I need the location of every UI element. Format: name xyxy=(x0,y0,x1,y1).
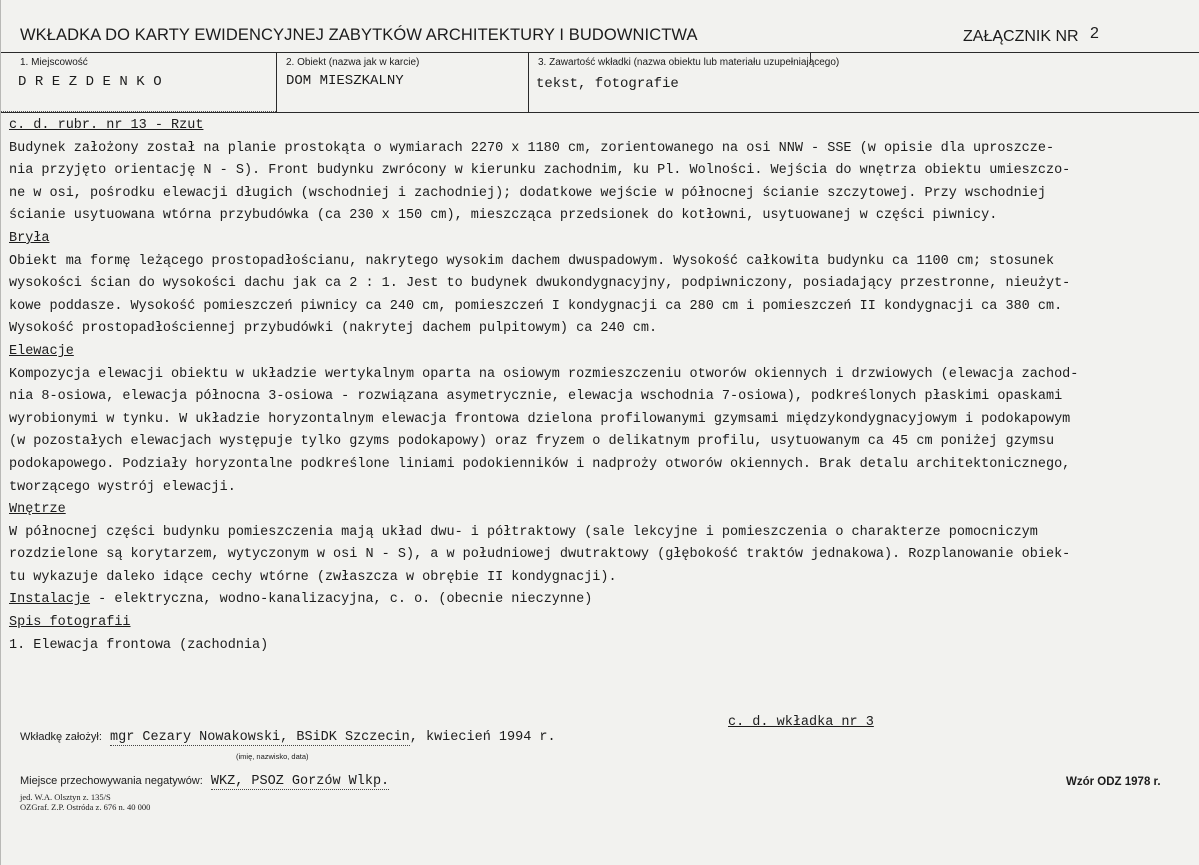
author-date: , kwiecień 1994 r. xyxy=(409,730,556,745)
location-underline xyxy=(0,111,276,112)
text-line: Wysokość prostopadłościennej przybudówki (nakrytej dachem pulpitowym) ca 240 cm. xyxy=(9,321,658,337)
author-value: mgr Cezary Nowakowski, BSiDK Szczecin xyxy=(110,730,410,745)
storage-label: Miejsce przechowywania negatywów: xyxy=(20,775,203,787)
form-header xyxy=(0,18,1199,53)
instalacje-line xyxy=(9,589,1193,612)
annex-label: ZAŁĄCZNIK NR xyxy=(963,28,1079,45)
text-line: rozdzielone są korytarzem, wytyczonym w osi N - S), a w południowej dwutraktowy (głębokość traktów jednakowa). Rozplanowanie obiek- xyxy=(9,547,1071,563)
text-line: ne w osi, pośrodku elewacji długich (wschodniej i zachodniej); dodatkowe wejście w północnej ścianie szczytowej. Przy wschodniej xyxy=(9,185,1046,201)
content-field xyxy=(530,53,1199,112)
section-heading-elewacje: Elewacje xyxy=(9,343,74,359)
section-heading-rzut: c. d. rubr. nr 13 - Rzut xyxy=(9,118,204,133)
text-line: W północnej części budynku pomieszczenia mają układ dwu- i półtraktowy (sale lekcyjne i pomieszczenia o charakterze pomocniczym xyxy=(9,524,1038,540)
text-line: ścianie usytuowana wtórna przybudówka (ca 230 x 150 cm), mieszcząca przedsionek do kotłowni, usytuowanej w części piwnicy. xyxy=(9,208,998,224)
text-line: Obiekt ma formę leżącego prostopadłościanu, nakrytego wysokim dachem dwuspadowym. Wysokość całkowita budynku ca 1100 cm; stosunek xyxy=(9,253,1055,269)
document-body xyxy=(9,115,1193,657)
text-line: tu wykazuje daleko idące cechy wtórne (zwłaszcza w obrębie II kondygnacji). xyxy=(9,569,617,585)
object-field xyxy=(278,53,529,112)
location-label: 1. Miejscowość xyxy=(20,57,88,68)
print-line: OZGraf. Z.P. Ostróda z. 676 n. 40 000 xyxy=(20,802,151,812)
section-heading-instalacje: Instalacje xyxy=(9,592,91,608)
instalacje-text: - elektryczna, wodno-kanalizacyjna, c. o. (obecnie nieczynne) xyxy=(90,592,593,608)
section-heading-photos: Spis fotografii xyxy=(9,615,131,631)
text-line: podokapowego. Podziały horyzontalne podkreślone liniami podokienników i nadproży otworów okiennych. Brak detalu architektonicznego, xyxy=(9,456,1071,472)
section-heading-wnetrze: Wnętrze xyxy=(9,502,66,518)
location-value: DREZDENKO xyxy=(18,74,171,90)
content-value: tekst, fotografie xyxy=(536,76,679,92)
text-line: (w pozostałych elewacjach występuje tylko gzyms podokapowy) oraz fryzem o delikatnym profilu, usytuowanym ca 45 cm poniżej gzymsu xyxy=(9,434,1055,450)
text-line: Kompozycja elewacji obiektu w układzie wertykalnym oparta na osiowym rozmieszczeniu otworów okiennych i drzwiowych (elewacja zachod- xyxy=(9,366,1079,382)
content-label: 3. Zawartość wkładki (nazwa obiektu lub materiału uzupełniającego) xyxy=(538,57,840,68)
object-label: 2. Obiekt (nazwa jak w karcie) xyxy=(286,57,420,68)
print-info xyxy=(20,792,150,812)
section-heading-bryla: Bryła xyxy=(9,230,50,246)
text-line: wysokości ścian do wysokości dachu jak ca 2 : 1. Jest to budynek dwukondygnacyjny, podpiwniczony, posiadający przestronne, nieużyt- xyxy=(9,276,1071,292)
text-line: nia 8-osiowa, elewacja północna 3-osiowa - rozwiązana asymetrycznie, elewacja wschodnia 7-osiowa), podkreślonych płaskimi opaskami xyxy=(9,389,1063,405)
text-line: Budynek założony został na planie prostokąta o wymiarach 2270 x 1180 cm, zorientowanego na osi NNW - SSE (w opisie dla uproszcze- xyxy=(9,140,1055,156)
form-model: Wzór ODZ 1978 r. xyxy=(1066,776,1161,788)
text-line: nia przyjęto orientację N - S). Front budynku zwrócony w kierunku zachodnim, ku Pl. Wolności. Wejścia do wnętrza obiektu umieszczo- xyxy=(9,163,1071,179)
storage-value: WKZ, PSOZ Gorzów Wlkp. xyxy=(210,774,390,789)
photo-list-item: 1. Elewacja frontowa (zachodnia) xyxy=(9,637,269,653)
annex-number: 2 xyxy=(1090,25,1099,42)
form-title: WKŁADKA DO KARTY EWIDENCYJNEJ ZABYTKÓW ARCHITEKTURY I BUDOWNICTWA xyxy=(20,26,698,44)
text-line: tworzącego wystrój elewacji. xyxy=(9,479,236,495)
author-line xyxy=(20,730,556,745)
continued-reference: c. d. wkładka nr 3 xyxy=(728,715,874,730)
author-sublabel: (imię, nazwisko, data) xyxy=(236,752,309,761)
text-line: wyrobionymi w tynku. W układzie horyzontalnym elewacja frontowa dzielona profilowanymi gzymsami międzykondygnacyjowym i podokapowym xyxy=(9,411,1071,427)
location-field xyxy=(0,53,277,112)
form-fields xyxy=(0,53,1199,113)
storage-line xyxy=(20,774,389,789)
print-line: jed. W.A. Olsztyn z. 135/S xyxy=(20,792,111,802)
text-line: kowe poddasze. Wysokość pomieszczeń piwnicy ca 240 cm, pomieszczeń I kondygnacji ca 280 cm i pomieszczeń II kondygnacji ca 380 cm. xyxy=(9,298,1063,314)
object-value: DOM MIESZKALNY xyxy=(286,73,404,89)
author-label: Wkładkę założył: xyxy=(20,731,102,743)
